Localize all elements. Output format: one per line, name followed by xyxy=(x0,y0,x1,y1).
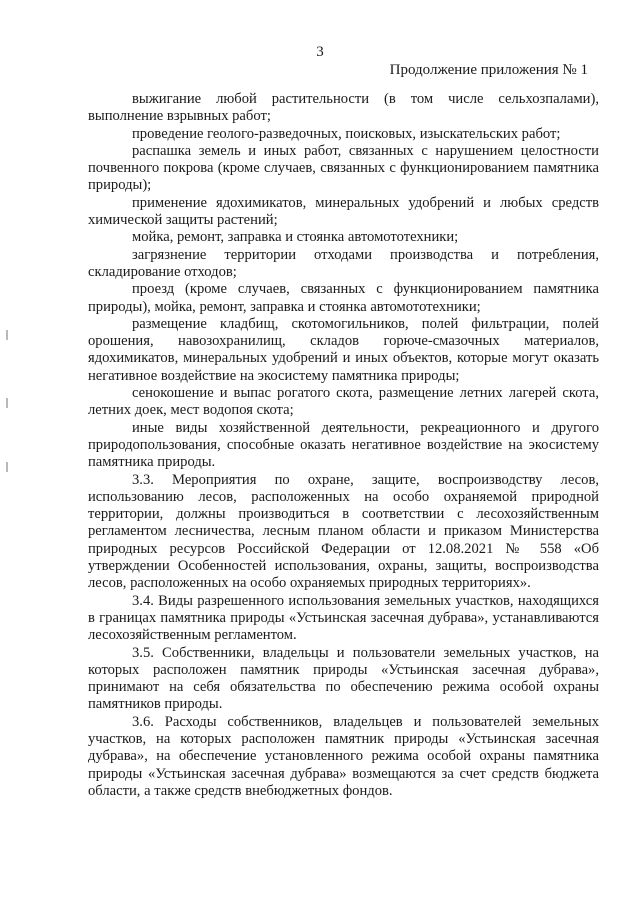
restriction-item-facilities: размещение кладбищ, скотомогильников, полей фильтрации, полей орошения, навозохранилищ, складов горюче-смазочных материалов, ядохимикатов, минеральных удобрений и иных объектов, которые могут оказать негативное воздействие на экосистему памятника природы; xyxy=(88,315,599,384)
restriction-item-plowing: распашка земель и иных работ, связанных с нарушением целостности почвенного покрова (кроме случаев, связанных с функционированием памятника природы); xyxy=(88,142,599,194)
restriction-item-exploration: проведение геолого-разведочных, поисковых, изыскательских работ; xyxy=(132,125,561,142)
section-3-5: 3.5. Собственники, владельцы и пользователи земельных участков, на которых расположен памятник природы «Устьинская засечная дубрава», принимают на себя обязательства по обеспечению режима особой охраны памятников природы. xyxy=(88,644,599,713)
restriction-item-other: иные виды хозяйственной деятельности, рекреационного и другого природопользования, способные оказать негативное воздействие на экосистему памятника природы. xyxy=(88,419,599,471)
restriction-item-waste: загрязнение территории отходами производства и потребления, складирование отходов; xyxy=(88,246,599,280)
document-body xyxy=(88,91,599,800)
scan-edge-mark xyxy=(6,398,8,408)
page-number: 3 xyxy=(316,44,324,60)
scan-edge-mark xyxy=(6,330,8,340)
appendix-continuation-label: Продолжение приложения № 1 xyxy=(389,62,588,78)
restriction-item-burning: выжигание любой растительности (в том числе сельхозпалами), выполнение взрывных работ; xyxy=(88,91,599,125)
restriction-item-vehicles: мойка, ремонт, заправка и стоянка автомототехники; xyxy=(132,229,459,246)
scan-edge-mark xyxy=(6,462,8,472)
section-3-3: 3.3. Мероприятия по охране, защите, воспроизводству лесов, использованию лесов, расположенных на особо охраняемой природной территории, должны производиться в соответствии с лесохозяйственным регламентом лесничества, лесным планом области и приказом Министерства природных ресурсов Российской Федерации от 12.08.2021 № 558 «Об утверждении Особенностей использования, охраны, защиты, воспроизводства лесов, расположенных на особо охраняемых природных территориях». xyxy=(88,471,599,592)
restriction-item-grazing: сенокошение и выпас рогатого скота, размещение летних лагерей скота, летних доек, мест водопоя скота; xyxy=(88,385,599,419)
restriction-item-chemicals: применение ядохимикатов, минеральных удобрений и любых средств химической защиты растений; xyxy=(88,194,599,229)
section-3-6: 3.6. Расходы собственников, владельцев и пользователей земельных участков, на которых расположен памятник природы «Устьинская засечная дубрава», на обеспечение установленного режима особой охраны памятника природы «Устьинская засечная дубрава» возмещаются за счет средств бюджета области, а также средств внебюджетных фондов. xyxy=(88,713,599,799)
section-3-4: 3.4. Виды разрешенного использования земельных участков, находящихся в границах памятника природы «Устьинская засечная дубрава», устанавливаются лесохозяйственным регламентом. xyxy=(88,592,599,644)
restriction-item-passage: проезд (кроме случаев, связанных с функционированием памятника природы), мойка, ремонт, заправка и стоянка автомототехники; xyxy=(88,281,599,315)
